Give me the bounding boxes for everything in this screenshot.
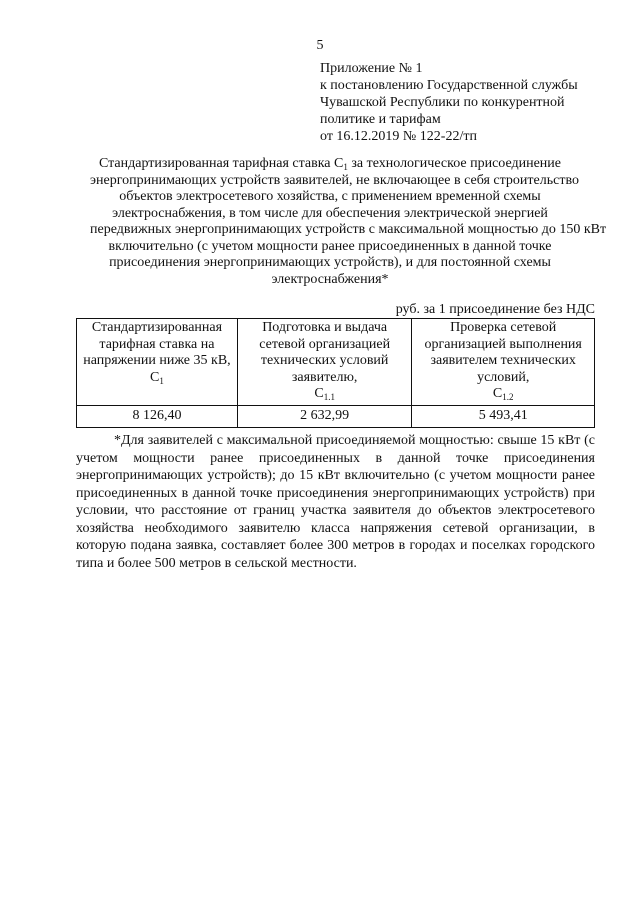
value-cell-c1-2: 5 493,41: [412, 405, 595, 428]
annex-line: от 16.12.2019 № 122-22/тп: [320, 129, 477, 144]
annex-block: [320, 60, 610, 145]
title-line: [90, 156, 570, 173]
title-subscript: 1: [343, 162, 348, 172]
header-cell-c1: Стандартизированная тарифная ставка на напряжении ниже 35 кВ, $С_1$: [77, 319, 238, 406]
annex-line: политике и тарифам: [320, 112, 441, 127]
title-line: объектов электросетевого хозяйства, с применением временной схемы: [119, 189, 541, 204]
annex-line: Чувашской Республики по конкурентной: [320, 95, 565, 110]
title-text: за технологическое присоединение: [347, 156, 562, 171]
title-line: энергопринимающих устройств заявителей, не включающее в себя строительство: [90, 172, 579, 188]
header-cell-c1-2: Проверка сетевой организацией выполнения заявителем технических условий, $С_{1.2}$: [412, 319, 595, 406]
title-line: электроснабжения*: [271, 271, 389, 287]
footnote: [76, 432, 595, 572]
header-cell-c1-1: Подготовка и выдача сетевой организацией технических условий заявителю, $С_{1.1}$: [237, 319, 412, 406]
page-number: 5: [316, 38, 324, 53]
unit-note: руб. за 1 присоединение без НДС: [395, 302, 595, 317]
value-cell-c1: 8 126,40: [77, 405, 238, 428]
annex-line: Приложение № 1: [320, 61, 423, 76]
document-title: [90, 156, 607, 288]
title-text: Стандартизированная тарифная ставка С: [98, 156, 344, 171]
title-line: включительно (с учетом мощности ранее присоединенных в данной точке: [108, 238, 552, 254]
footnote-text: *Для заявителей с максимальной присоединяемой мощностью: свыше 15 кВт (с учетом мощности ранее присоединенных в данной точке присоединения энергопринимающих устройств); до 15 кВт включительно (с учетом мощности ранее присоединенных в данной точке присоединения энергопринимающих устройств) при условии, что расстояние от границ участка заявителя до объектов электросетевого хозяйства необходимого заявителю класса напряжения сетевой организации, в которую подана заявка, составляет более 300 метров в городах и поселках городского типа и более 500 метров в сельской местности.: [76, 433, 595, 571]
title-line: передвижных энергопринимающих устройств с максимальной мощностью до 150 кВт: [90, 222, 607, 237]
table-row: [77, 405, 595, 428]
annex-line: к постановлению Государственной службы: [320, 78, 578, 93]
tariff-table: [76, 318, 595, 428]
title-line: присоединения энергопринимающих устройств), и для постоянной схемы: [109, 255, 551, 270]
table-header-row: [77, 319, 595, 406]
value-cell-c1-1: 2 632,99: [237, 405, 412, 428]
title-line: электроснабжения, в том числе для обеспечения электрической энергией: [112, 205, 548, 221]
